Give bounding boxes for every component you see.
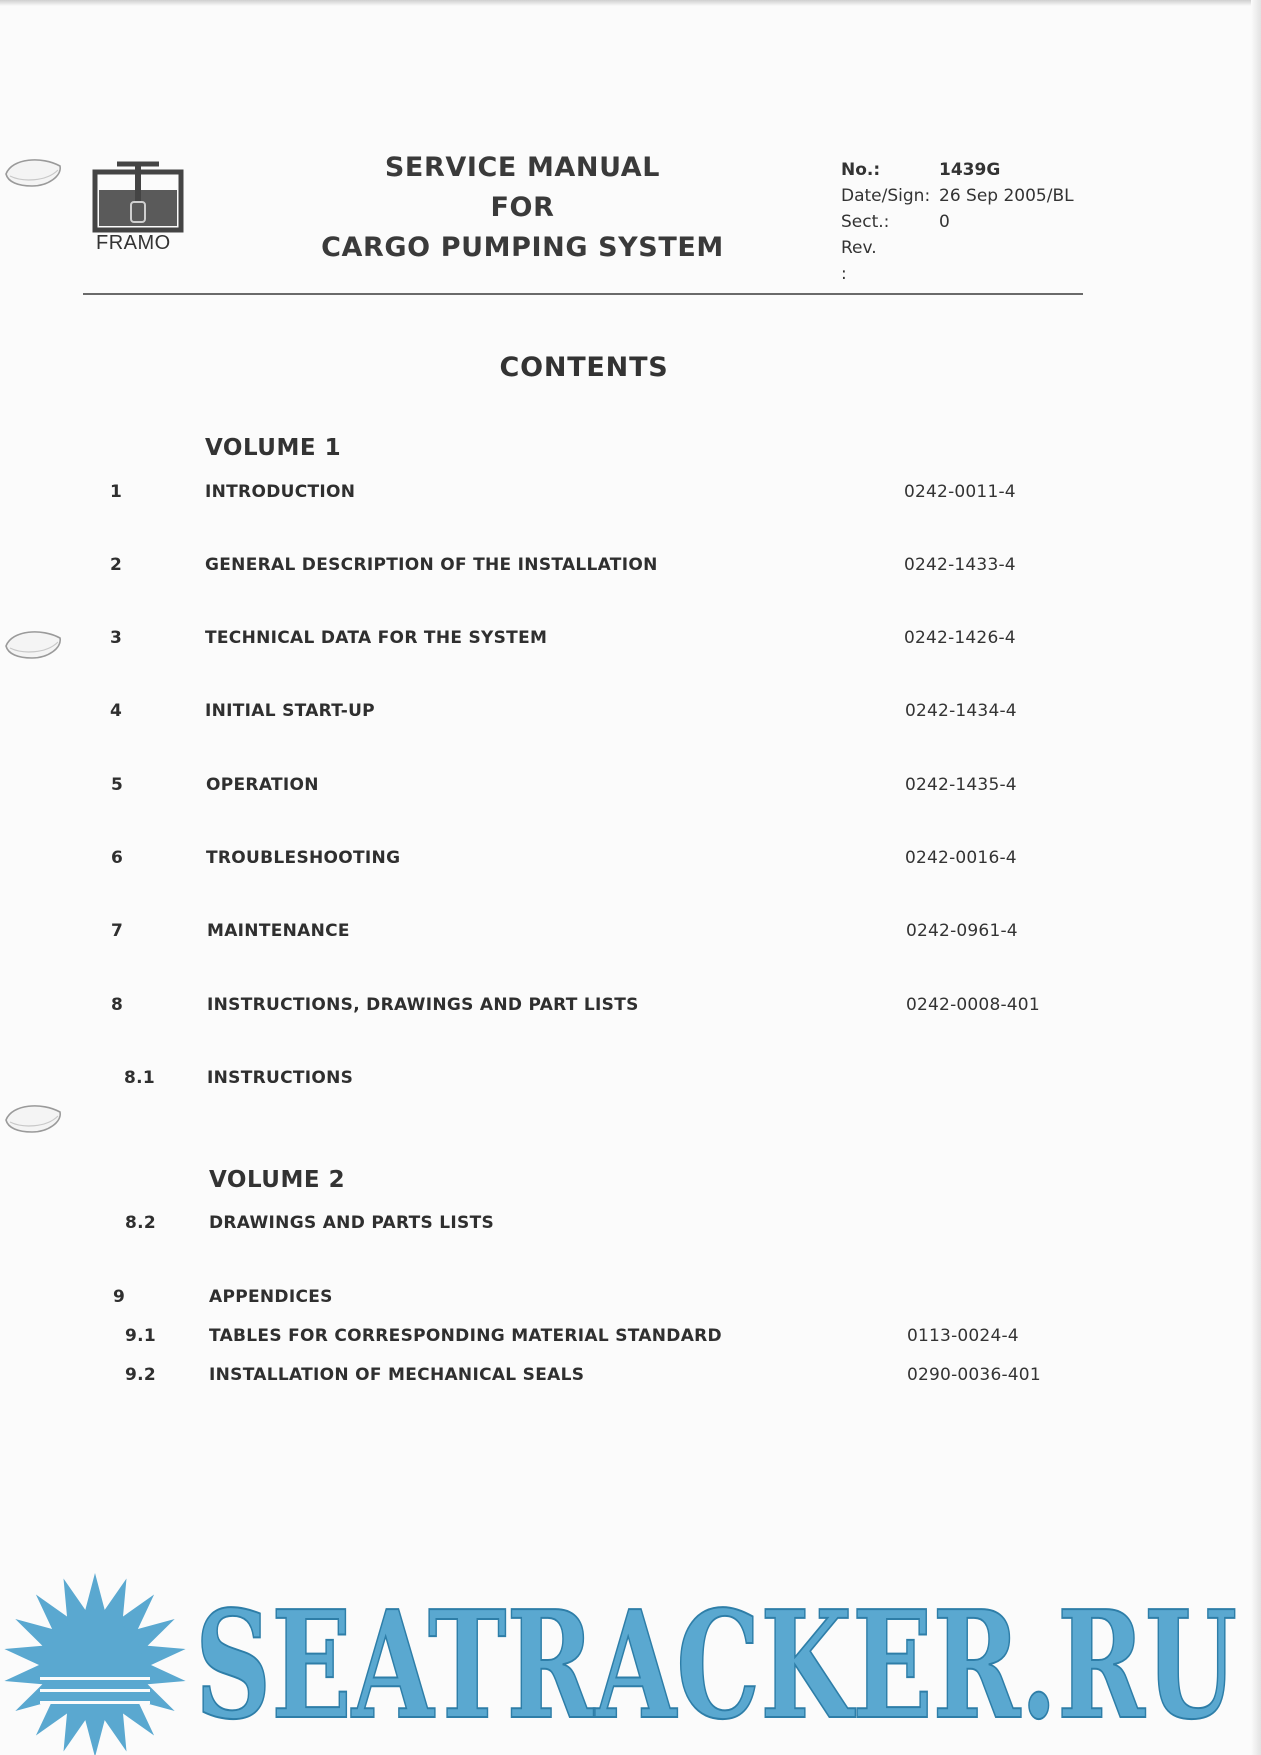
- logo-text: FRAMO: [96, 232, 171, 254]
- toc-number: 9.1: [125, 1326, 157, 1346]
- toc-title: DRAWINGS AND PARTS LISTS: [209, 1213, 495, 1233]
- toc-row[interactable]: [0, 482, 1261, 504]
- title-line: FOR: [490, 192, 555, 223]
- title-line: CARGO PUMPING SYSTEM: [321, 232, 724, 263]
- toc-doc-number: 0242-0011-4: [904, 482, 1016, 502]
- toc-number: 4: [110, 701, 123, 721]
- toc-row[interactable]: [0, 848, 1261, 870]
- toc-title: INSTRUCTIONS: [207, 1068, 354, 1088]
- toc-doc-number: 0290-0036-401: [907, 1365, 1041, 1385]
- toc-number: 8.1: [124, 1068, 156, 1088]
- toc-doc-number: 0242-0008-401: [906, 995, 1040, 1015]
- meta-label: Rev. :: [841, 238, 877, 284]
- watermark-text: SEATRACKER.RU: [195, 1578, 1237, 1752]
- toc-title: INSTALLATION OF MECHANICAL SEALS: [209, 1365, 585, 1385]
- meta-label: No.:: [841, 160, 881, 180]
- meta-value: 26 Sep 2005/BL: [939, 186, 1074, 206]
- page-edge: [0, 0, 1261, 6]
- header-divider: [83, 293, 1083, 295]
- toc-row[interactable]: [0, 995, 1261, 1017]
- toc-number: 6: [111, 848, 124, 868]
- toc-number: 8: [111, 995, 124, 1015]
- toc-title: OPERATION: [206, 775, 319, 795]
- toc-number: 8.2: [125, 1213, 157, 1233]
- toc-title: TABLES FOR CORRESPONDING MATERIAL STANDARD: [209, 1326, 722, 1346]
- meta-label: Sect.:: [841, 212, 890, 232]
- toc-row[interactable]: [0, 701, 1261, 723]
- toc-number: 1: [110, 482, 123, 502]
- toc-doc-number: 0242-1435-4: [905, 775, 1017, 795]
- meta-value: 1439G: [939, 160, 1001, 180]
- toc-doc-number: 0242-0016-4: [905, 848, 1017, 868]
- toc-number: 7: [111, 921, 124, 941]
- toc-row[interactable]: [0, 1068, 1261, 1090]
- toc-number: 5: [111, 775, 124, 795]
- toc-title: INSTRUCTIONS, DRAWINGS AND PART LISTS: [207, 995, 639, 1015]
- contents-heading: CONTENTS: [499, 352, 669, 383]
- toc-doc-number: 0113-0024-4: [907, 1326, 1019, 1346]
- seatracker-watermark: [0, 1565, 1261, 1755]
- sun-icon: [4, 1573, 185, 1755]
- toc-title: INITIAL START-UP: [205, 701, 375, 721]
- punch-hole-icon: [2, 1098, 66, 1136]
- toc-title: APPENDICES: [209, 1287, 333, 1307]
- meta-value: 0: [939, 212, 950, 232]
- toc-number: 2: [110, 555, 123, 575]
- toc-doc-number: 0242-1426-4: [904, 628, 1016, 648]
- toc-row[interactable]: [0, 1365, 1261, 1387]
- toc-row[interactable]: [0, 1213, 1261, 1235]
- toc-title: TROUBLESHOOTING: [206, 848, 401, 868]
- toc-title: TECHNICAL DATA FOR THE SYSTEM: [205, 628, 548, 648]
- toc-number: 9.2: [125, 1365, 157, 1385]
- toc-number: 3: [110, 628, 123, 648]
- volume-heading: VOLUME 2: [209, 1167, 346, 1193]
- toc-doc-number: 0242-0961-4: [906, 921, 1018, 941]
- toc-title: INTRODUCTION: [205, 482, 356, 502]
- toc-title: MAINTENANCE: [207, 921, 350, 941]
- title-line: SERVICE MANUAL: [384, 152, 661, 183]
- punch-hole-icon: [2, 152, 66, 190]
- toc-row[interactable]: [0, 628, 1261, 650]
- toc-title: GENERAL DESCRIPTION OF THE INSTALLATION: [205, 555, 658, 575]
- volume-heading: VOLUME 1: [205, 435, 342, 461]
- toc-row[interactable]: [0, 1326, 1261, 1348]
- toc-row[interactable]: [0, 775, 1261, 797]
- toc-row[interactable]: [0, 555, 1261, 577]
- toc-number: 9: [113, 1287, 126, 1307]
- toc-row[interactable]: [0, 921, 1261, 943]
- toc-doc-number: 0242-1434-4: [905, 701, 1017, 721]
- document-title: [300, 148, 745, 268]
- toc-doc-number: 0242-1433-4: [904, 555, 1016, 575]
- toc-row[interactable]: [0, 1287, 1261, 1309]
- meta-label: Date/Sign:: [841, 186, 931, 206]
- page-edge-shadow: [1251, 0, 1261, 1755]
